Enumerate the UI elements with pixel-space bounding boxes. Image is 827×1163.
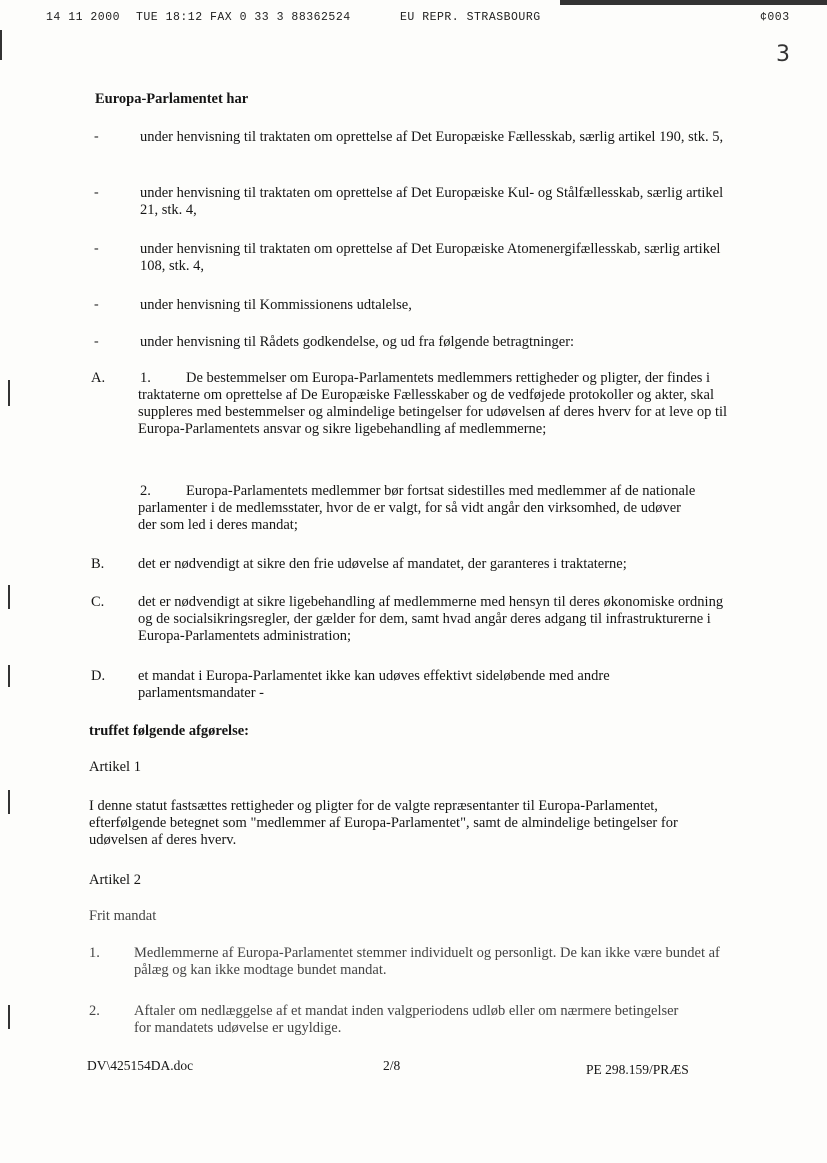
bullet-dash: - <box>94 297 99 312</box>
recital-letter-a: A. <box>91 370 106 386</box>
citation-4: under henvisning til Kommissionens udtalelse, <box>140 297 412 313</box>
recital-a-number: 1. <box>140 370 151 386</box>
article-2-para-1-text: Medlemmerne af Europa-Parlamentet stemmer individuelt og personligt. De kan ikke være bundet af pålæg og kan ikke modtage bundet mandat. <box>134 945 720 978</box>
scan-artifact <box>8 585 10 609</box>
article-2-para-2-number: 2. <box>89 1003 100 1019</box>
scan-artifact <box>8 380 10 406</box>
article-2-para-2-text: Aftaler om nedlæggelse af et mandat inden valgperiodens udløb eller om nærmere betingelser for mandatets udøvelse er ugyldige. <box>134 1003 679 1036</box>
recital-letter-b: B. <box>91 556 105 572</box>
recital-d-text: et mandat i Europa-Parlamentet ikke kan udøves effektivt sideløbende med andre parlamentsmandater - <box>138 668 610 701</box>
article-2-heading: Artikel 2 <box>89 872 141 888</box>
citation-1: under henvisning til traktaten om oprettelse af Det Europæiske Fællesskab, særlig artikel 190, stk. 5, <box>140 129 724 145</box>
recital-letter-d: D. <box>91 668 106 684</box>
recital-letter-c: C. <box>91 594 105 610</box>
footer-page: 2/8 <box>383 1058 401 1073</box>
fax-day-time: TUE 18:12 <box>136 11 203 24</box>
decision-heading: truffet følgende afgørelse: <box>89 723 249 739</box>
scan-artifact <box>8 1005 10 1029</box>
bullet-dash: - <box>94 241 99 256</box>
footer-pe-ref: PE 298.159/PRÆS <box>586 1062 689 1077</box>
footer-doc-ref: DV\425154DA.doc <box>87 1058 194 1073</box>
handwritten-page-number: 3 <box>776 42 790 67</box>
bullet-dash: - <box>94 129 99 144</box>
scan-artifact <box>8 665 10 687</box>
fax-number: FAX 0 33 3 88362524 <box>210 11 351 24</box>
article-2-para-1-number: 1. <box>89 945 100 961</box>
intro-heading: Europa-Parlamentet har <box>95 91 249 107</box>
bullet-dash: - <box>94 185 99 200</box>
article-2-subtitle: Frit mandat <box>89 908 157 924</box>
bullet-dash: - <box>94 334 99 349</box>
recital-a-2-text: Europa-Parlamentets medlemmer bør fortsat sidestilles med medlemmer af de nationale parlamenter i de medlemsstater, hvor de er valgt, for så vidt angår den virksomhed, de udøver der som led i deres mandat; <box>138 483 696 533</box>
article-1-heading: Artikel 1 <box>89 759 141 775</box>
recital-a-2-number: 2. <box>140 483 151 499</box>
recital-c-text: det er nødvendigt at sikre ligebehandling af medlemmerne med hensyn til deres økonomiske ordning og de socialsikringsregler, der gælder for dem, samt hvad angår deres adgang til infrastrukturerne i Europa-Parlamentets administration; <box>138 594 724 644</box>
recital-b-text: det er nødvendigt at sikre den frie udøvelse af mandatet, der garanteres i traktaterne; <box>138 556 627 572</box>
fax-page-code: ¢003 <box>760 11 790 24</box>
citation-5: under henvisning til Rådets godkendelse, og ud fra følgende betragtninger: <box>140 334 575 350</box>
citation-3: under henvisning til traktaten om oprettelse af Det Europæiske Atomenergifællesskab, særlig artikel 108, stk. 4, <box>140 241 721 274</box>
scan-artifact <box>0 30 2 60</box>
article-1-text: I denne statut fastsættes rettigheder og pligter for de valgte repræsentanter til Europa-Parlamentet, efterfølgende betegnet som "medlemmer af Europa-Parlamentet", samt de almindelige betingelser for udøvelsen af deres hverv. <box>89 798 678 848</box>
scan-artifact <box>560 0 827 5</box>
citation-2: under henvisning til traktaten om oprettelse af Det Europæiske Kul- og Stålfællesskab, særlig artikel 21, stk. 4, <box>140 185 724 218</box>
scan-artifact <box>8 790 10 814</box>
fax-sender: EU REPR. STRASBOURG <box>400 11 541 24</box>
fax-date: 14 11 2000 <box>46 11 121 24</box>
recital-a-1-text: De bestemmelser om Europa-Parlamentets medlemmers rettigheder og pligter, der findes i traktaterne om oprettelse af De Europæiske Fællesskaber og de vedføjede protokoller og akter, skal suppleres med bestemmelser og almindelige betingelser for udøvelsen af deres hverv for at leve op til Europa-Parlamentets ansvar og sikre ligebehandling af medlemmerne; <box>138 370 728 437</box>
